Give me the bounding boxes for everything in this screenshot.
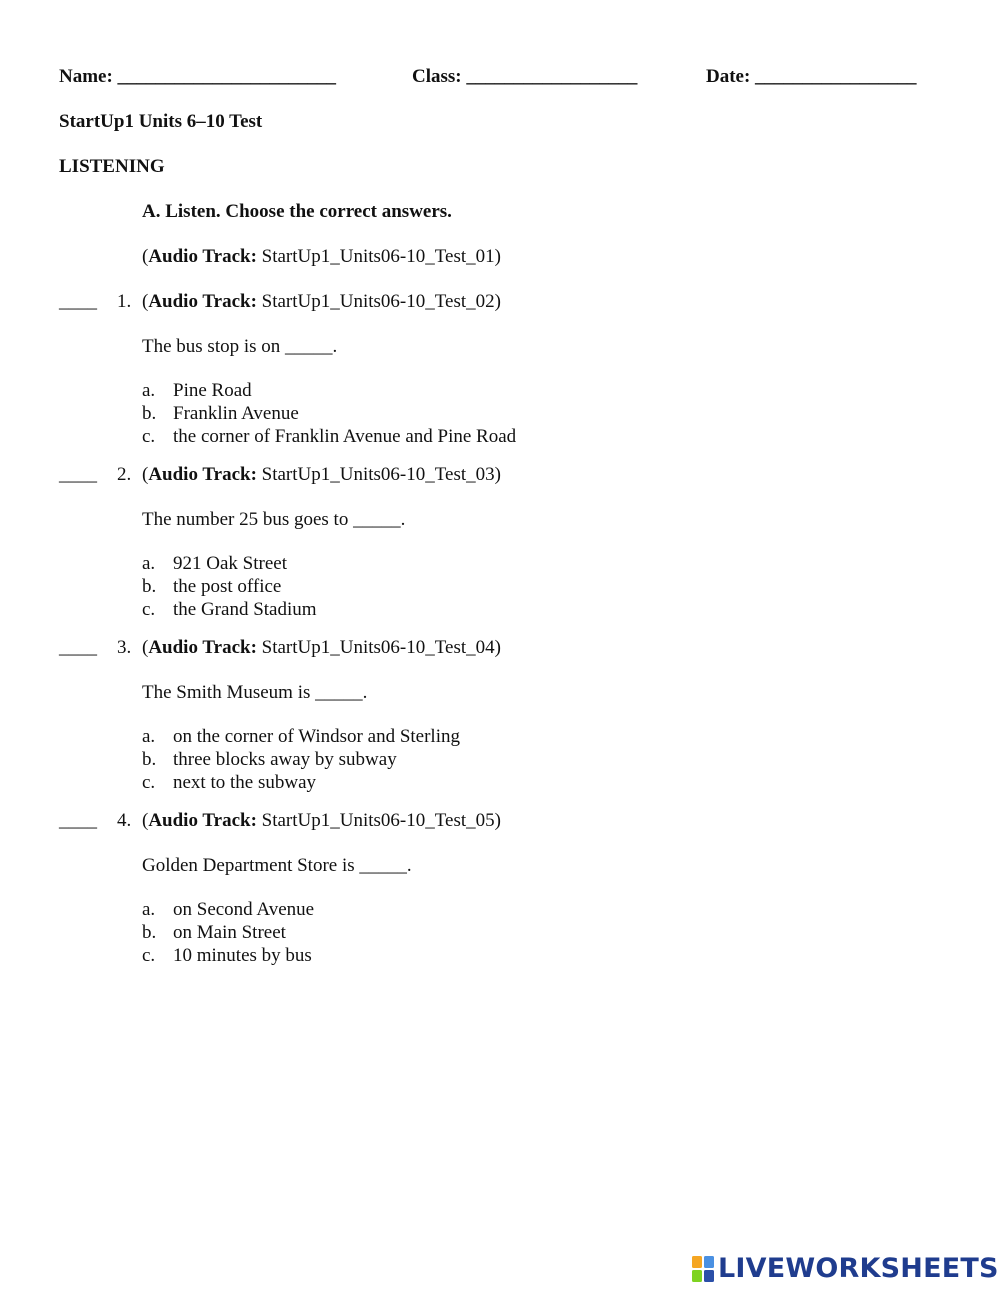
question-stem: The Smith Museum is _____. [142,682,368,703]
answer-option [142,944,314,967]
answer-option [142,725,460,748]
option-letter: a. [142,726,156,747]
instruction: A. Listen. Choose the correct answers. [142,201,452,222]
option-letter: b. [142,922,157,943]
option-text: Pine Road [173,380,252,401]
answer-option [142,898,314,921]
answer-options [142,898,314,967]
answer-option [142,771,460,794]
test-title: StartUp1 Units 6–10 Test [59,111,263,132]
answer-options [142,725,460,794]
audio-track-name: StartUp1_Units06-10_Test_02 [261,291,495,312]
answer-blank[interactable]: ____ [59,810,97,831]
option-letter: c. [142,772,156,793]
answer-blank[interactable]: ____ [59,464,97,485]
liveworksheets-logo-icon [692,1256,714,1282]
intro-audio-track[interactable]: (Audio Track: StartUp1_Units06-10_Test_01) [142,246,501,267]
audio-track-name: StartUp1_Units06-10_Test_04 [261,637,495,658]
question-audio-track[interactable]: (Audio Track: StartUp1_Units06-10_Test_04) [142,637,501,658]
answer-blank[interactable]: ____ [59,291,97,312]
option-text: 921 Oak Street [173,553,287,574]
answer-option [142,575,317,598]
answer-option [142,379,516,402]
liveworksheets-logo[interactable] [692,1253,999,1285]
question-audio-track[interactable]: (Audio Track: StartUp1_Units06-10_Test_02) [142,291,501,312]
question-audio-track[interactable]: (Audio Track: StartUp1_Units06-10_Test_05) [142,810,501,831]
answer-option [142,425,516,448]
name-field-label: Name: _______________________ [59,66,337,87]
question-4 [0,809,1000,969]
answer-options [142,552,317,621]
answer-option [142,552,317,575]
answer-option [142,748,460,771]
audio-track-label: Audio Track: [148,637,257,658]
class-field-label: Class: __________________ [412,66,638,87]
answer-option [142,921,314,944]
audio-track-label: Audio Track: [148,810,257,831]
answer-options [142,379,516,448]
audio-track-name: StartUp1_Units06-10_Test_05 [261,810,495,831]
audio-track-name: StartUp1_Units06-10_Test_01 [261,246,495,267]
question-3 [0,636,1000,796]
option-letter: c. [142,945,156,966]
option-text: next to the subway [173,772,317,793]
question-1 [0,290,1000,450]
option-letter: b. [142,576,157,597]
question-stem: Golden Department Store is _____. [142,855,412,876]
option-letter: a. [142,899,156,920]
question-stem: The bus stop is on _____. [142,336,338,357]
option-text: the corner of Franklin Avenue and Pine Road [173,426,517,447]
audio-track-label: Audio Track: [148,246,257,267]
option-text: the post office [173,576,282,597]
option-text: the Grand Stadium [173,599,317,620]
option-letter: b. [142,403,157,424]
option-text: Franklin Avenue [173,403,299,424]
option-letter: a. [142,553,156,574]
question-number: 4. [117,810,132,831]
option-text: three blocks away by subway [173,749,397,770]
option-text: on the corner of Windsor and Sterling [173,726,460,747]
audio-track-label: Audio Track: [148,464,257,485]
liveworksheets-logo-text: LIVEWORKSHEETS [718,1253,999,1284]
answer-option [142,402,516,425]
date-field-label: Date: _________________ [706,66,917,87]
question-number: 3. [117,637,132,658]
answer-option [142,598,317,621]
option-text: 10 minutes by bus [173,945,312,966]
option-text: on Main Street [173,922,286,943]
question-number: 2. [117,464,132,485]
question-stem: The number 25 bus goes to _____. [142,509,406,530]
option-letter: b. [142,749,157,770]
option-letter: a. [142,380,156,401]
question-audio-track[interactable]: (Audio Track: StartUp1_Units06-10_Test_03) [142,464,501,485]
audio-track-name: StartUp1_Units06-10_Test_03 [261,464,495,485]
answer-blank[interactable]: ____ [59,637,97,658]
question-number: 1. [117,291,132,312]
section-heading: LISTENING [59,156,165,177]
audio-track-label: Audio Track: [148,291,257,312]
option-letter: c. [142,599,156,620]
question-2 [0,463,1000,623]
option-text: on Second Avenue [173,899,315,920]
option-letter: c. [142,426,156,447]
